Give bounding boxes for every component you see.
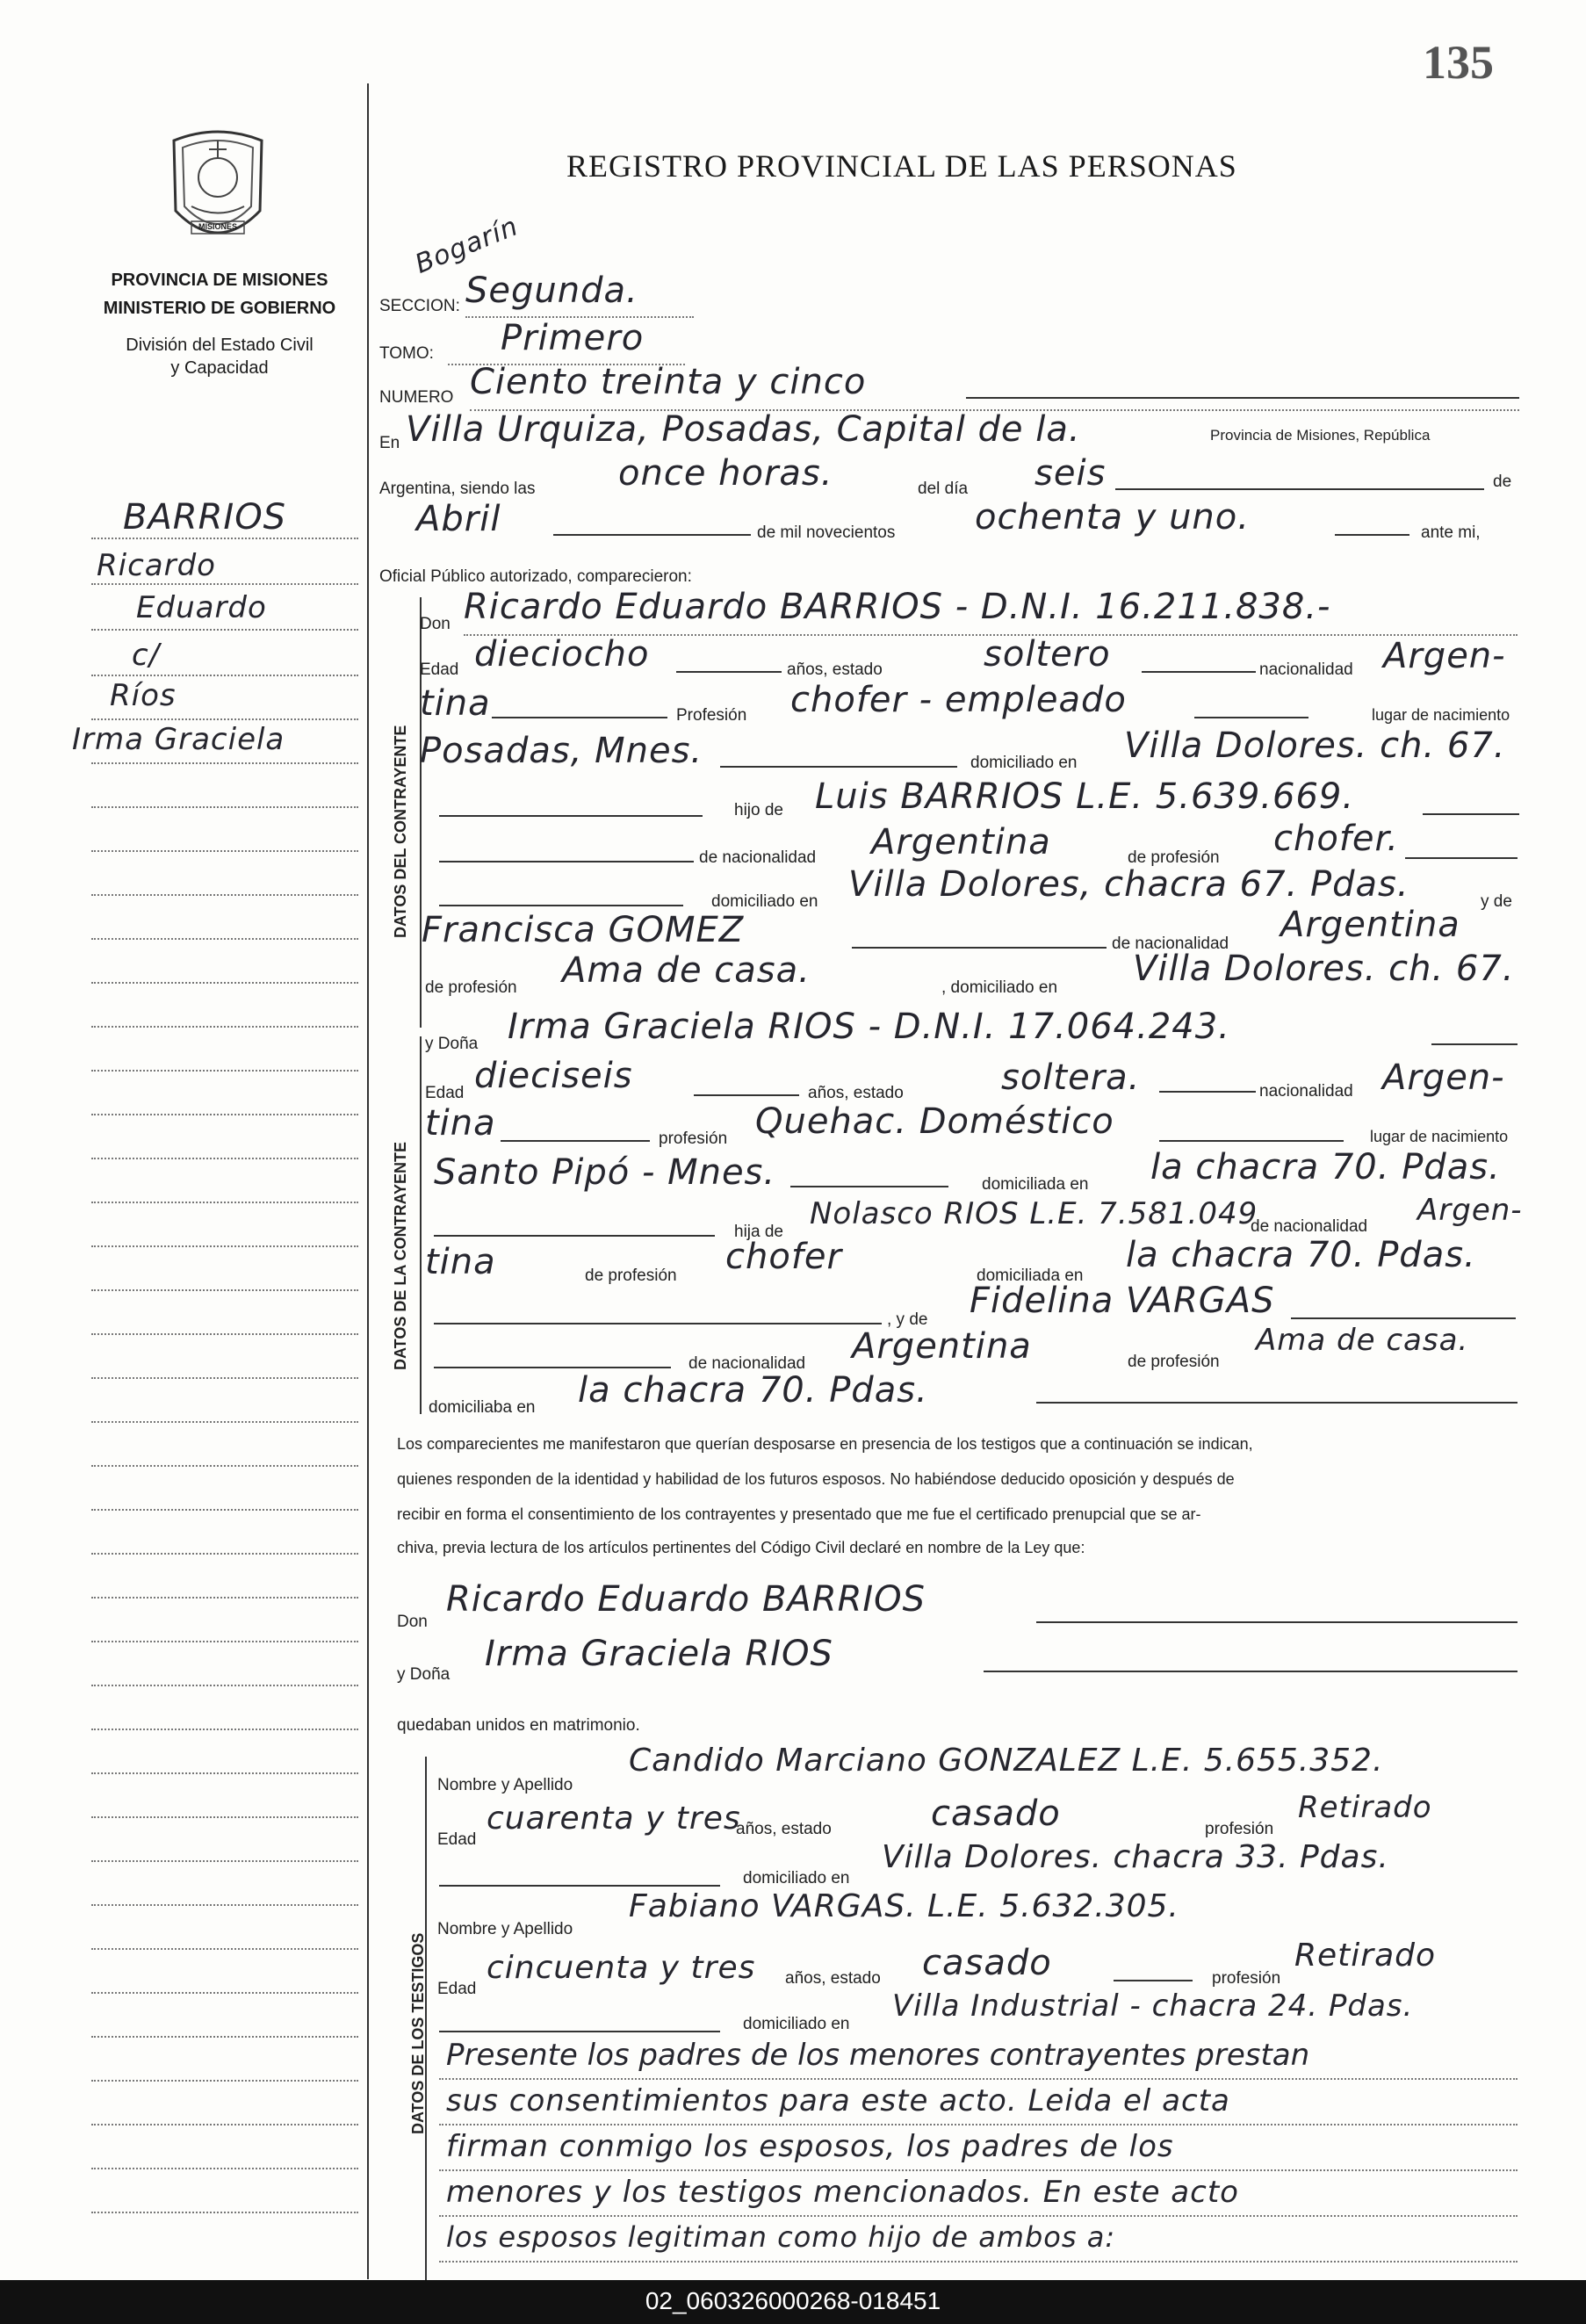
- seal-icon: [156, 123, 279, 255]
- margin-ruling-empty: [91, 894, 358, 896]
- c2-madre-dom-line: [1036, 1402, 1518, 1404]
- contrayenta-edad: dieciseis: [474, 1056, 633, 1096]
- contrayente-edad: dieciocho: [474, 634, 650, 675]
- decl-dona-line: [984, 1671, 1518, 1672]
- note-ruling-1: [439, 2078, 1518, 2080]
- contrayenta-padre-nac-b: tina: [425, 1242, 496, 1282]
- contrayenta-madre: Fidelina VARGAS: [970, 1281, 1275, 1321]
- margin-ruling-empty: [91, 938, 358, 940]
- margin-ruling-empty: [91, 1421, 358, 1423]
- contrayente-profesion: chofer - empleado: [790, 680, 1127, 720]
- margin-ruling-empty: [91, 1026, 358, 1028]
- mil-label: de mil novecientos: [757, 523, 896, 542]
- margin-ruling-3: [91, 629, 358, 631]
- contrayente-nac-b: tina: [420, 683, 491, 724]
- contrayente-madre-dom: Villa Dolores. ch. 67.: [1133, 949, 1515, 989]
- t1-prof-label: profesión: [1205, 1820, 1274, 1838]
- note-line3: firman conmigo los esposos, los padres de los: [446, 2129, 1174, 2164]
- padre-dom-prefix-line: [439, 905, 683, 906]
- t2-estado: casado: [922, 1943, 1052, 1983]
- margin-ruling-empty: [91, 2168, 358, 2169]
- don-label: Don: [420, 615, 451, 633]
- note-line5: los esposos legitiman como hijo de ambos a:: [446, 2220, 1116, 2254]
- note-ruling-2: [439, 2124, 1518, 2126]
- t1-anios-label: años, estado: [736, 1820, 832, 1838]
- t2-edad: cincuenta y tres: [487, 1950, 756, 1986]
- margin-ruling-empty: [91, 1553, 358, 1555]
- c2-madre-prof-label: de profesión: [1128, 1353, 1220, 1371]
- contrayente-madre-nac: Argentina: [1280, 905, 1460, 945]
- contrayente-madre-prof: Ama de casa.: [562, 950, 811, 991]
- declaration-line1: Los comparecientes me manifestaron que querían desposarse en presencia de los testigos que a continuación se indican,: [397, 1435, 1253, 1453]
- t2-prof: Retirado: [1294, 1938, 1437, 1974]
- division-line2: y Capacidad: [170, 358, 269, 378]
- t1-prof: Retirado: [1298, 1790, 1432, 1825]
- margin-rule: [367, 83, 369, 2279]
- contrayenta-nombre-line: [1431, 1043, 1518, 1045]
- contrayente-side-label: DATOS DEL CONTRAYENTE: [392, 725, 409, 938]
- decl-dona-label: y Doña: [397, 1665, 451, 1684]
- document-title: REGISTRO PROVINCIAL DE LAS PERSONAS: [566, 148, 1237, 184]
- margin-ruling-empty: [91, 1597, 358, 1599]
- contrayente-nac-a: Argen-: [1383, 636, 1506, 676]
- c2-edad-line: [694, 1094, 799, 1096]
- margin-note-line3: Eduardo: [136, 590, 267, 625]
- t1-domic-label: domiciliado en: [743, 1869, 850, 1887]
- margin-ruling-empty: [91, 1158, 358, 1159]
- contrayenta-rule: [420, 1036, 422, 1414]
- contrayente-padre-nac: Argentina: [871, 822, 1051, 862]
- note-ruling-5: [439, 2261, 1518, 2263]
- contrayenta-lugar-nac: Santo Pipó - Mnes.: [434, 1152, 776, 1193]
- t1-nombre-label: Nombre y Apellido: [437, 1776, 573, 1794]
- decl-dona: Irma Graciela RIOS: [485, 1634, 833, 1674]
- c2-anios-label: años, estado: [808, 1084, 904, 1102]
- margin-ruling-empty: [91, 1729, 358, 1730]
- padre-nac-label: de nacionalidad: [699, 848, 817, 867]
- note-line1: Presente los padres de los menores contrayentes prestan: [446, 2038, 1310, 2073]
- t1-edad: cuarenta y tres: [487, 1801, 741, 1837]
- prof-label: Profesión: [676, 706, 747, 725]
- province-name: PROVINCIA DE MISIONES: [111, 271, 328, 290]
- contrayenta-padre-prof: chofer: [725, 1237, 842, 1277]
- margin-ruling-empty: [91, 1333, 358, 1335]
- numero-label: NUMERO: [379, 388, 454, 407]
- tomo-label: TOMO:: [379, 344, 434, 363]
- madre-prof-label: de profesión: [425, 978, 517, 997]
- contrayente-padre-prof: chofer.: [1273, 819, 1399, 859]
- c2-madre-dom-label: domiciliaba en: [429, 1398, 536, 1417]
- nac-label: nacionalidad: [1259, 660, 1353, 679]
- c2-madre-nac-prefix-line: [434, 1367, 671, 1368]
- margin-ruling-empty: [91, 806, 358, 808]
- note-line2: sus consentimientos para este acto. Leida el acta: [446, 2083, 1230, 2118]
- margin-note-line5: Ríos: [110, 678, 177, 713]
- edad-label: Edad: [420, 660, 459, 679]
- contrayenta-profesion: Quehac. Doméstico: [755, 1101, 1114, 1142]
- numero-value: Ciento treinta y cinco: [470, 362, 867, 402]
- contrayente-estado: soltero: [984, 634, 1111, 675]
- note-ruling-4: [439, 2215, 1518, 2217]
- c2-lugar-nac-label: lugar de nacimiento: [1370, 1128, 1509, 1145]
- margin-note-line6: Irma Graciela: [72, 722, 285, 757]
- y-de-label: y de: [1481, 892, 1512, 911]
- numero-line: [966, 397, 1519, 399]
- provincia-label: Provincia de Misiones, República: [1210, 427, 1431, 444]
- lugar-nac-label: lugar de nacimiento: [1372, 706, 1510, 724]
- margin-ruling-empty: [91, 1465, 358, 1467]
- t1-edad-label: Edad: [437, 1830, 477, 1849]
- decl-don: Ricardo Eduardo BARRIOS: [446, 1579, 926, 1620]
- c2-padre-dom-label: domiciliada en: [977, 1267, 1084, 1285]
- margin-note-line1: BARRIOS: [123, 497, 287, 538]
- ministry-name: MINISTERIO DE GOBIERNO: [103, 299, 336, 318]
- hora-value: once horas.: [618, 453, 833, 494]
- seal-text: MISIONES: [198, 222, 237, 231]
- contrayente-padre-dom: Villa Dolores, chacra 67. Pdas.: [848, 864, 1409, 905]
- declaration-line2: quienes responden de la identidad y habilidad de los futuros esposos. No habiéndose deducido oposición y después de: [397, 1470, 1235, 1488]
- anio-line: [1335, 534, 1409, 536]
- margin-ruling-empty: [91, 1904, 358, 1906]
- del-dia-label: del día: [918, 480, 969, 498]
- contrayenta-nombre: Irma Graciela RIOS - D.N.I. 17.064.243.: [508, 1007, 1230, 1047]
- t2-dom: Villa Industrial - chacra 24. Pdas.: [892, 1988, 1414, 2024]
- tomo-value: Primero: [501, 318, 645, 358]
- hija-label: hija de: [734, 1223, 783, 1241]
- c2-nac-b-line: [501, 1140, 650, 1142]
- contrayenta-domicilio: la chacra 70. Pdas.: [1150, 1147, 1501, 1187]
- margin-ruling-empty: [91, 1245, 358, 1247]
- padre-dom-label: domiciliado en: [711, 892, 818, 911]
- margin-ruling-2: [91, 583, 358, 585]
- decl-unidos: quedaban unidos en matrimonio.: [397, 1716, 640, 1735]
- t2-prof-label: profesión: [1212, 1969, 1281, 1988]
- c2-lugar-nac-line: [790, 1186, 948, 1187]
- margin-ruling-5: [91, 718, 358, 720]
- division-line1: División del Estado Civil: [126, 336, 314, 355]
- margin-ruling-empty: [91, 1685, 358, 1686]
- margin-ruling-empty: [91, 1816, 358, 1818]
- argentina-label: Argentina, siendo las: [379, 480, 536, 498]
- edad-line: [676, 671, 782, 673]
- contrayenta-padre: Nolasco RIOS L.E. 7.581.049: [810, 1196, 1258, 1231]
- c2-estado-line: [1159, 1091, 1256, 1093]
- decl-don-label: Don: [397, 1613, 428, 1631]
- contrayenta-madre-dom: la chacra 70. Pdas.: [578, 1370, 928, 1411]
- t2-nombre: Fabiano VARGAS. L.E. 5.632.305.: [629, 1888, 1179, 1924]
- contrayente-madre: Francisca GOMEZ: [422, 910, 745, 950]
- c2-edad-label: Edad: [425, 1084, 465, 1102]
- c2-madre-line: [1291, 1317, 1516, 1319]
- contrayente-padre: Luis BARRIOS L.E. 5.639.669.: [815, 776, 1355, 817]
- c2-madre-nac-label: de nacionalidad: [688, 1354, 806, 1373]
- dia-value: seis: [1035, 453, 1107, 494]
- margin-ruling-empty: [91, 1772, 358, 1774]
- hijo-prefix-line: [439, 815, 703, 817]
- margin-ruling-empty: [91, 982, 358, 984]
- contrayenta-madre-prof: Ama de casa.: [1256, 1323, 1469, 1358]
- dia-line: [1115, 488, 1484, 490]
- margin-ruling-empty: [91, 1202, 358, 1203]
- padre-line: [1423, 813, 1519, 815]
- contrayenta-madre-nac: Argentina: [852, 1326, 1032, 1367]
- t1-nombre: Candido Marciano GONZALEZ L.E. 5.655.352.: [629, 1743, 1384, 1779]
- margin-ruling-4: [91, 675, 358, 676]
- prof-line: [1194, 717, 1308, 718]
- estado-line: [1142, 671, 1256, 673]
- provincial-seal: [156, 123, 279, 255]
- t2-anios-label: años, estado: [785, 1969, 881, 1988]
- margin-ruling-1: [91, 538, 358, 539]
- oficial-label: Oficial Público autorizado, comparecieron:: [379, 567, 692, 586]
- c2-y-de-prefix-line: [434, 1323, 882, 1324]
- decl-don-line: [1036, 1621, 1518, 1623]
- mes-line: [553, 534, 751, 536]
- margin-note-line2: Ricardo: [97, 548, 216, 583]
- ante-label: ante mi,: [1421, 523, 1481, 542]
- c2-hija-prefix-line: [434, 1235, 715, 1237]
- contrayente-lugar-nac: Posadas, Mnes.: [420, 731, 703, 771]
- declaration-line3: recibir en forma el consentimiento de los contrayentes y presentado que me fue el certificado prenupcial que se ar-: [397, 1505, 1201, 1523]
- t2-estado-line: [1114, 1980, 1193, 1981]
- lugar-value: Villa Urquiza, Posadas, Capital de la.: [406, 409, 1081, 450]
- contrayenta-estado: soltera.: [1001, 1057, 1141, 1098]
- note-ruling-3: [439, 2169, 1518, 2171]
- margin-ruling-empty: [91, 1860, 358, 1862]
- c2-prof-label: profesión: [659, 1130, 728, 1148]
- madre-line: [852, 947, 1107, 949]
- contrayente-nombre: Ricardo Eduardo BARRIOS - D.N.I. 16.211.838.-: [464, 587, 1331, 627]
- margin-ruling-empty: [91, 1289, 358, 1291]
- anio-value: ochenta y uno.: [975, 497, 1250, 538]
- margin-ruling-empty: [91, 1992, 358, 1994]
- anios-label: años, estado: [787, 660, 883, 679]
- c2-padre-nac-label: de nacionalidad: [1251, 1217, 1368, 1236]
- padre-prof-label: de profesión: [1128, 848, 1220, 867]
- page-number: 135: [1423, 36, 1494, 89]
- en-label: En: [379, 434, 400, 452]
- dona-label: y Doña: [425, 1035, 479, 1053]
- contrayenta-nac-b: tina: [425, 1103, 496, 1144]
- margin-ruling-empty: [91, 2036, 358, 2038]
- lugar-nac-line: [720, 766, 957, 768]
- t1-dom-prefix-line: [439, 1885, 720, 1887]
- margin-note-line4: c/: [132, 638, 161, 673]
- contrayenta-padre-nac-a: Argen-: [1417, 1193, 1523, 1228]
- t1-dom: Villa Dolores. chacra 33. Pdas.: [882, 1839, 1389, 1875]
- c2-prof-line: [1159, 1140, 1344, 1142]
- padre-prof-line: [1405, 857, 1518, 859]
- contrayenta-padre-dom: la chacra 70. Pdas.: [1126, 1235, 1476, 1275]
- contrayente-domicilio: Villa Dolores. ch. 67.: [1124, 725, 1506, 766]
- c2-domic-label: domiciliada en: [982, 1175, 1089, 1194]
- margin-ruling-empty: [91, 1114, 358, 1115]
- margin-ruling-empty: [91, 1070, 358, 1072]
- declaration-line4: chiva, previa lectura de los artículos pertinentes del Código Civil declaré en nombre de la Ley que:: [397, 1539, 1085, 1556]
- mes-value: Abril: [416, 499, 501, 539]
- domic-label: domiciliado en: [970, 754, 1078, 772]
- padre-nac-prefix-line: [439, 861, 694, 862]
- de-label: de: [1493, 473, 1512, 491]
- note-line4: menores y los testigos mencionados. En este acto: [446, 2175, 1239, 2210]
- margin-ruling-empty: [91, 1641, 358, 1642]
- c2-y-de-label: , y de: [887, 1310, 928, 1329]
- margin-ruling-empty: [91, 850, 358, 852]
- seccion-value: Segunda.: [465, 271, 638, 311]
- margin-ruling-empty: [91, 1377, 358, 1379]
- contrayenta-nac-a: Argen-: [1382, 1057, 1505, 1098]
- t2-dom-prefix-line: [439, 2031, 720, 2032]
- contrayenta-side-label: DATOS DE LA CONTRAYENTE: [392, 1141, 409, 1370]
- hijo-label: hijo de: [734, 801, 783, 819]
- scan-id: 02_060326000268-018451: [645, 2287, 941, 2314]
- margin-ruling-empty: [91, 1948, 358, 1950]
- madre-nac-label: de nacionalidad: [1112, 935, 1229, 953]
- margin-ruling-empty: [91, 2212, 358, 2213]
- c2-padre-prof-label: de profesión: [585, 1267, 677, 1285]
- seccion-label: SECCION:: [379, 297, 460, 315]
- annotation-bogarin: Bogarín: [410, 211, 523, 280]
- margin-ruling-6: [91, 762, 358, 764]
- t2-domic-label: domiciliado en: [743, 2015, 850, 2033]
- testigos-side-label: DATOS DE LOS TESTIGOS: [409, 1932, 427, 2134]
- t2-edad-label: Edad: [437, 1980, 477, 1998]
- margin-ruling-empty: [91, 1509, 358, 1511]
- t1-estado: casado: [931, 1794, 1061, 1834]
- margin-ruling-empty: [91, 2124, 358, 2126]
- c2-nac-label: nacionalidad: [1259, 1082, 1353, 1101]
- nac-b-line: [492, 717, 667, 718]
- madre-dom-label: , domiciliado en: [941, 978, 1058, 997]
- margin-ruling-empty: [91, 2080, 358, 2082]
- t2-nombre-label: Nombre y Apellido: [437, 1920, 573, 1938]
